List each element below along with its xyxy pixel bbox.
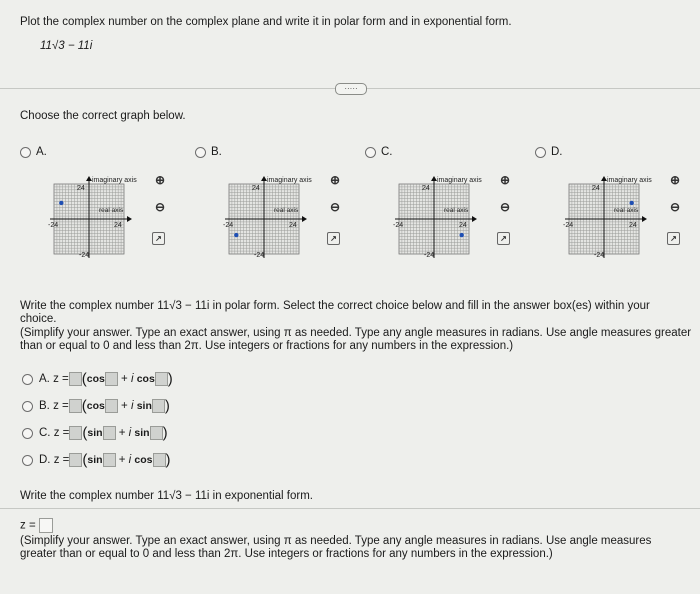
plus-sign: + — [117, 373, 131, 386]
option-letter: C. — [39, 427, 54, 440]
exp-answer-row — [20, 518, 53, 533]
second-trig-label: cos — [134, 454, 153, 467]
radio-button[interactable] — [22, 374, 33, 385]
zoom-in-icon[interactable]: ⊕ — [499, 173, 511, 187]
z-equals: z = — [53, 400, 69, 413]
complex-number: 11√3 − 11i — [40, 40, 93, 52]
tick-label-right: 24 — [114, 222, 122, 229]
close-paren: ) — [167, 370, 173, 388]
option-letter: A. — [39, 373, 54, 386]
complex-plane-graph — [549, 172, 659, 267]
real-axis-arrow — [472, 216, 477, 222]
real-axis-label: real axis — [274, 207, 299, 214]
second-trig-label: sin — [136, 400, 152, 413]
complex-plane-graph — [209, 172, 319, 267]
zoom-out-icon[interactable]: ⊖ — [669, 200, 681, 214]
imag-axis-label: imaginary axis — [437, 177, 482, 184]
second-angle-input[interactable] — [152, 399, 165, 413]
option-letter: D. — [39, 454, 54, 467]
plus-sign: + — [115, 454, 129, 467]
zoom-in-icon[interactable]: ⊕ — [669, 173, 681, 187]
radio-button[interactable] — [22, 455, 33, 466]
plotted-point — [630, 201, 634, 205]
imag-axis-label: imaginary axis — [267, 177, 312, 184]
polar-choice-b[interactable] — [22, 399, 170, 413]
exp-hint: (Simplify your answer. Type an exact answer, using π as needed. Type any angle measures in radians. Use angle measures greater than or equal to 0 and less than 2π. Use integers or fractions for any numbers in the expression.) — [20, 535, 652, 560]
zoom-out-icon[interactable]: ⊖ — [329, 200, 341, 214]
plotted-point — [234, 233, 238, 237]
polar-choice-c[interactable] — [22, 426, 168, 440]
tick-label-top: 24 — [252, 185, 260, 192]
open-paren: ( — [82, 451, 88, 469]
zoom-out-icon[interactable]: ⊖ — [499, 200, 511, 214]
expand-button[interactable]: ····· — [335, 83, 367, 95]
option-letter: C. — [381, 146, 393, 158]
z-equals: z = — [53, 454, 70, 467]
close-paren: ) — [165, 451, 171, 469]
real-axis-label: real axis — [444, 207, 469, 214]
tick-label-bottom: -24 — [79, 252, 90, 259]
open-paren: ( — [82, 424, 88, 442]
tick-label-right: 24 — [289, 222, 297, 229]
modulus-input[interactable] — [69, 372, 82, 386]
plus-sign: + — [115, 427, 129, 440]
second-trig-label: cos — [136, 373, 155, 386]
real-axis-arrow — [642, 216, 647, 222]
zoom-out-icon[interactable]: ⊖ — [154, 200, 166, 214]
z-equals: z = — [53, 427, 70, 440]
polar-instruction: Write the complex number 11√3 − 11i in polar form. Select the correct choice below and fill in the answer box(es) within your choice. — [20, 300, 650, 325]
tick-label-left: -24 — [563, 222, 574, 229]
radio-button[interactable] — [365, 147, 376, 158]
exp-instruction: Write the complex number 11√3 − 11i in exponential form. — [20, 490, 314, 502]
second-angle-input[interactable] — [153, 453, 166, 467]
plotted-point — [59, 201, 63, 205]
second-angle-input[interactable] — [155, 372, 168, 386]
tick-label-bottom: -24 — [254, 252, 265, 259]
popout-icon[interactable]: ↗ — [497, 232, 510, 245]
modulus-input[interactable] — [69, 453, 82, 467]
tick-label-top: 24 — [422, 185, 430, 192]
radio-button[interactable] — [22, 428, 33, 439]
tick-label-left: -24 — [223, 222, 234, 229]
zoom-in-icon[interactable]: ⊕ — [329, 173, 341, 187]
first-trig-label: cos — [86, 400, 105, 413]
first-trig-label: sin — [87, 427, 103, 440]
real-axis-arrow — [302, 216, 307, 222]
polar-hint: (Simplify your answer. Type an exact answer, using π as needed. Type any angle measures in radians. Use angle measures greater than or equal to 0 and less than 2π. Use integers or fractions for any numbers in the expression.) — [20, 327, 692, 352]
z-equals: z = — [53, 373, 69, 386]
first-trig-label: cos — [86, 373, 105, 386]
second-angle-input[interactable] — [150, 426, 163, 440]
close-paren: ) — [164, 397, 170, 415]
polar-choice-d[interactable] — [22, 453, 171, 467]
plotted-point — [460, 233, 464, 237]
imaginary-unit: i — [128, 454, 135, 467]
plus-sign: + — [117, 400, 131, 413]
second-trig-label: sin — [134, 427, 150, 440]
imaginary-unit: i — [130, 400, 137, 413]
first-angle-input[interactable] — [103, 453, 116, 467]
exp-answer-box[interactable] — [39, 518, 53, 533]
imaginary-unit: i — [128, 427, 135, 440]
question-prompt: Plot the complex number on the complex plane and write it in polar form and in exponential form. — [20, 16, 512, 28]
exp-prefix: z = — [20, 519, 36, 532]
tick-label-left: -24 — [393, 222, 404, 229]
first-angle-input[interactable] — [105, 372, 118, 386]
real-axis-label: real axis — [99, 207, 124, 214]
radio-button[interactable] — [20, 147, 31, 158]
zoom-in-icon[interactable]: ⊕ — [154, 173, 166, 187]
popout-icon[interactable]: ↗ — [667, 232, 680, 245]
section-divider-2 — [0, 508, 700, 509]
modulus-input[interactable] — [69, 426, 82, 440]
option-letter: B. — [211, 146, 222, 158]
first-trig-label: sin — [87, 454, 103, 467]
tick-label-bottom: -24 — [424, 252, 435, 259]
radio-button[interactable] — [22, 401, 33, 412]
polar-choice-a[interactable] — [22, 372, 173, 386]
close-paren: ) — [162, 424, 168, 442]
tick-label-top: 24 — [77, 185, 85, 192]
imaginary-unit: i — [130, 373, 137, 386]
radio-button[interactable] — [195, 147, 206, 158]
tick-label-right: 24 — [629, 222, 637, 229]
tick-label-left: -24 — [48, 222, 59, 229]
modulus-input[interactable] — [69, 399, 82, 413]
graph-instruction: Choose the correct graph below. — [20, 110, 186, 122]
real-axis-label: real axis — [614, 207, 639, 214]
complex-plane-graph — [34, 172, 144, 267]
option-letter: A. — [36, 146, 47, 158]
option-letter: D. — [551, 146, 563, 158]
tick-label-right: 24 — [459, 222, 467, 229]
open-paren: ( — [81, 397, 87, 415]
imag-axis-label: imaginary axis — [92, 177, 137, 184]
open-paren: ( — [81, 370, 87, 388]
popout-icon[interactable]: ↗ — [152, 232, 165, 245]
option-letter: B. — [39, 400, 54, 413]
first-angle-input[interactable] — [103, 426, 116, 440]
tick-label-top: 24 — [592, 185, 600, 192]
complex-plane-graph — [379, 172, 489, 267]
first-angle-input[interactable] — [105, 399, 118, 413]
tick-label-bottom: -24 — [594, 252, 605, 259]
popout-icon[interactable]: ↗ — [327, 232, 340, 245]
real-axis-arrow — [127, 216, 132, 222]
radio-button[interactable] — [535, 147, 546, 158]
imag-axis-label: imaginary axis — [607, 177, 652, 184]
